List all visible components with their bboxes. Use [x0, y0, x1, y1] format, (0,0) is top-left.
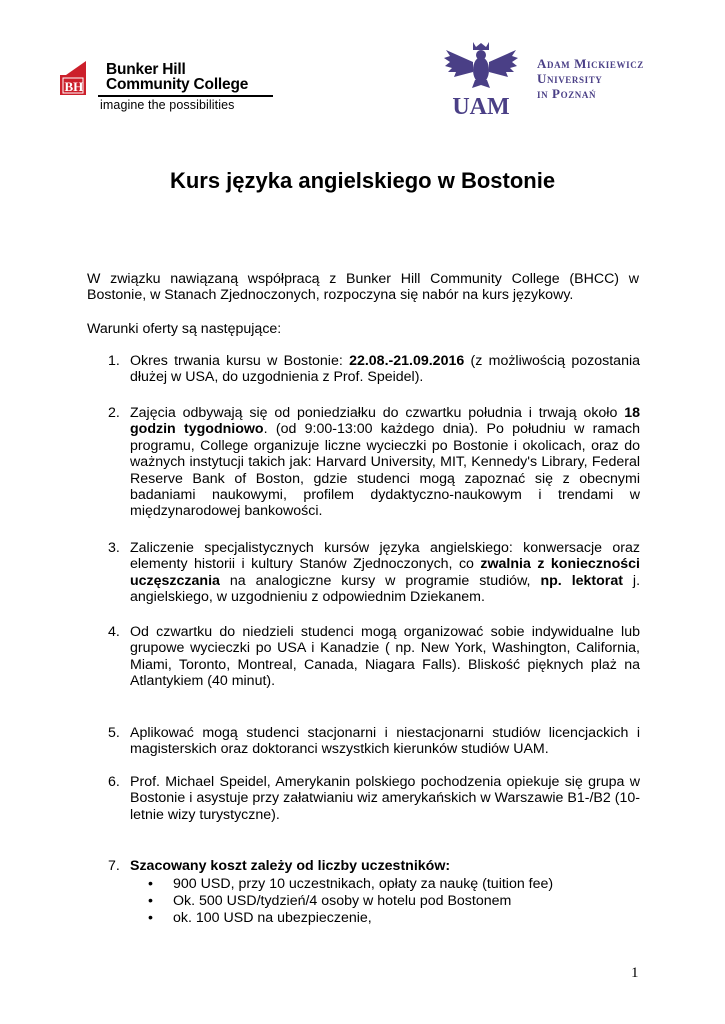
bhcc-divider	[98, 95, 273, 97]
bhcc-tagline: imagine the possibilities	[100, 98, 235, 112]
list-item-2: 2. Zajęcia odbywają się od poniedziałku do czwartku południa i trwają około 18 godzin tygodniowo. (od 9:00-13:00 każdego dnia). Po południu w ramach programu, College organizuje liczne wycieczki po Bostonie i okolicach, oraz do ważnych instytucji takich jak: Harvard University, MIT, Kennedy's Library, Federal Reserve Bank of Boston, gdzie studenci mogą zapoznać się z obecnymi badaniami naukowymi, profilem dydaktyczno-naukowym i trendami w międzynarodowej bankowości.	[108, 405, 640, 520]
list-item-number: 2.	[108, 405, 120, 421]
bhcc-name-line2: Community College	[106, 76, 249, 93]
document-title: Kurs języka angielskiego w Bostonie	[169, 168, 556, 193]
uam-name-line3: in Poznań	[537, 86, 597, 101]
list-item-number: 3.	[108, 540, 120, 556]
bullet-item: • ok. 100 USD na ubezpieczenie,	[148, 910, 372, 926]
conditions-heading: Warunki oferty są następujące:	[87, 321, 282, 337]
list-item-6: 6. Prof. Michael Speidel, Amerykanin polskiego pochodzenia opiekuje się grupa w Bostonie i asystuje przy załatwianiu wiz amerykańskich w Warszawie B1-/B2 (10-letnie wizy turystyczne).	[108, 774, 640, 823]
uam-eagle-crest-icon	[442, 40, 520, 120]
bullet-item: • 900 USD, przy 10 uczestnikach, opłaty za naukę (tuition fee)	[148, 876, 554, 892]
uam-name	[537, 56, 644, 101]
bullet-item: • Ok. 500 USD/tydzień/4 osoby w hotelu pod Bostonem	[148, 893, 512, 909]
uam-monogram: UAM	[452, 94, 510, 120]
list-item-number: 5.	[108, 725, 120, 741]
bullet-icon: •	[148, 876, 153, 892]
bhcc-logo-icon	[60, 61, 102, 97]
list-item-number: 7.	[108, 858, 120, 874]
bhcc-name-line1: Bunker Hill	[106, 61, 186, 78]
uam-name-line2: University	[537, 71, 603, 86]
list-item-number: 1.	[108, 353, 120, 369]
uam-name-line1: Adam Mickiewicz	[537, 56, 644, 71]
bhcc-logo	[60, 55, 275, 117]
list-item-5: 5. Aplikować mogą studenci stacjonarni i niestacjonarni studiów licencjackich i magisterskich oraz doktoranci wszystkich kierunków studiów UAM.	[108, 725, 640, 758]
bullet-icon: •	[148, 893, 153, 909]
page-number: 1	[631, 965, 639, 981]
intro-paragraph: W związku nawiązaną współpracą z Bunker Hill Community College (BHCC) w Bostonie, w Stanach Zjednoczonych, rozpoczyna się nabór na kurs językowy.	[87, 271, 639, 304]
list-item-number: 6.	[108, 774, 120, 790]
list-item-3: 3. Zaliczenie specjalistycznych kursów języka angielskiego: konwersacje oraz elementy historii i kultury Stanów Zjednoczonych, co zwalnia z konieczności uczęszczania na analogiczne kursy w programie studiów, np. lektorat j. angielskiego, w uzgodnieniu z odpowiednim Dziekanem.	[108, 540, 641, 606]
list-item-7: 7. Szacowany koszt zależy od liczby uczestników:	[108, 858, 451, 874]
list-item-1: 1. Okres trwania kursu w Bostonie: 22.08.-21.09.2016 (z możliwością pozostania dłużej w USA, do uzgodnienia z Prof. Speidel).	[108, 353, 640, 386]
list-item-number: 4.	[108, 624, 120, 640]
bullet-icon: •	[148, 910, 153, 926]
bhcc-monogram: BH	[64, 79, 84, 94]
bhcc-name	[106, 62, 248, 92]
list-item-4: 4. Od czwartku do niedzieli studenci mogą organizować sobie indywidualne lub grupowe wycieczki po USA i Kanadzie ( np. New York, Washington, California, Miami, Toronto, Montreal, Canada, Niagara Falls). Bliskość pięknych plaż na Atlantykiem (40 minut).	[108, 624, 640, 690]
